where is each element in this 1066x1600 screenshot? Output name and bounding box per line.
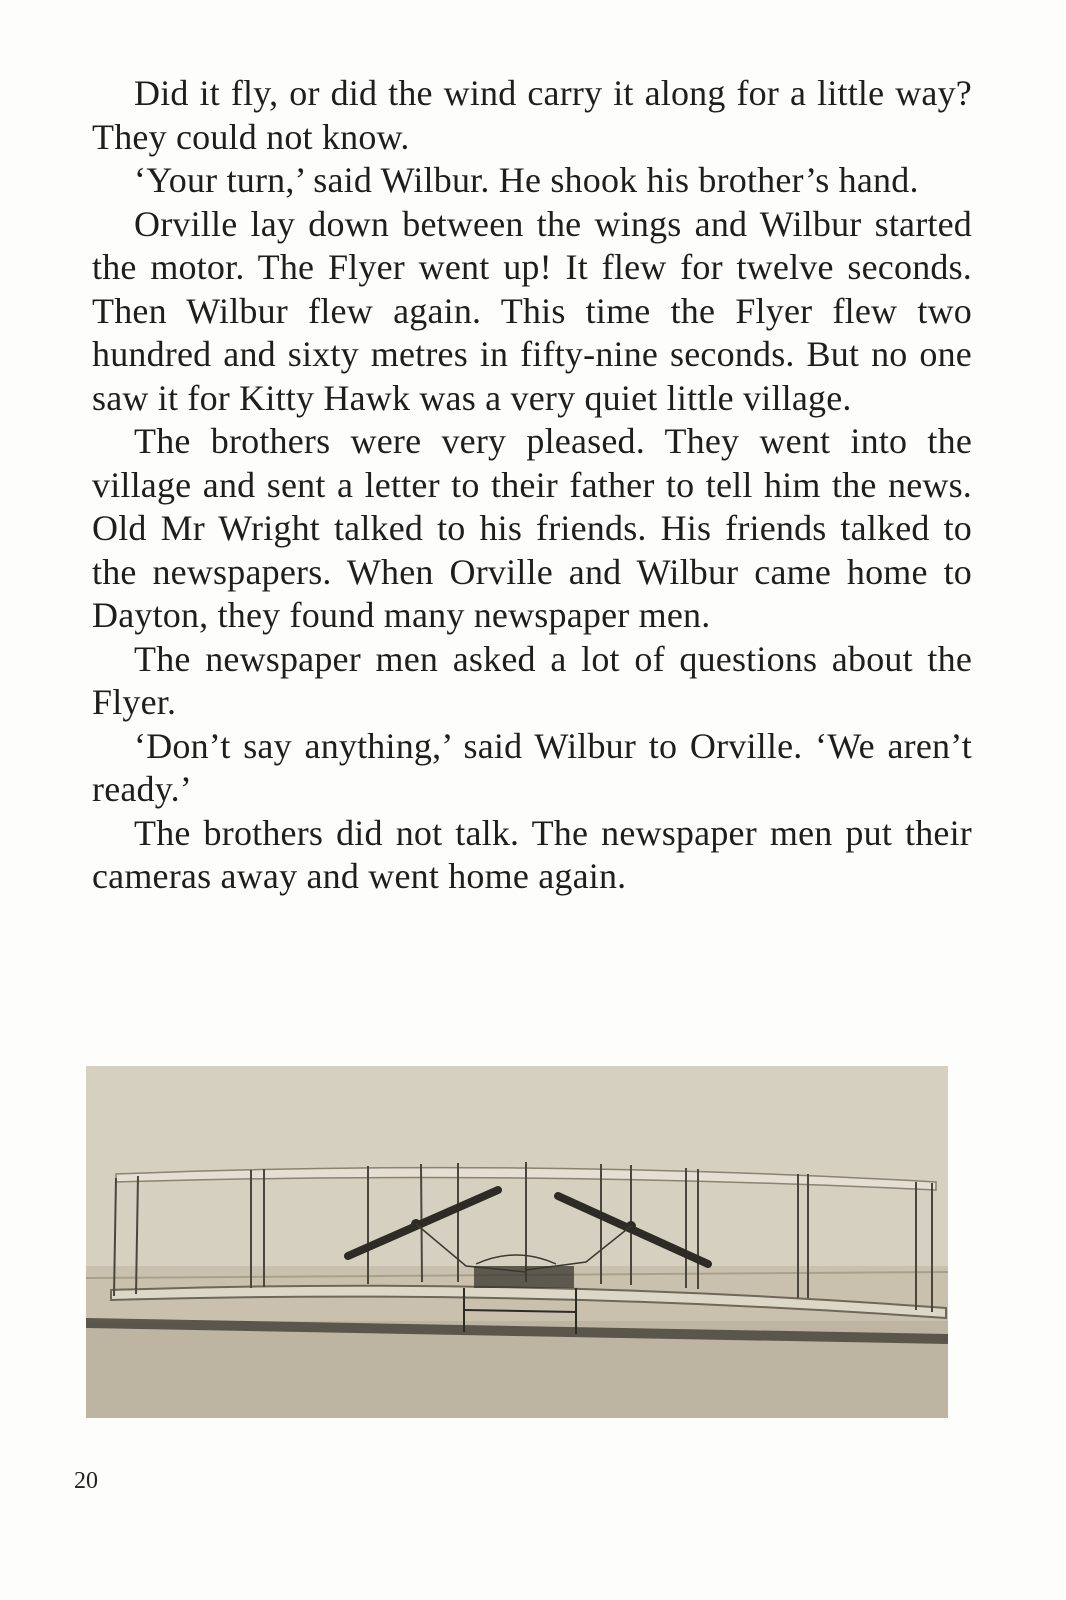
paragraph-5: The newspaper men asked a lot of questions about the Flyer. <box>92 638 972 722</box>
body-text <box>92 72 972 899</box>
paragraph-4: The brothers were very pleased. They went into the village and sent a letter to their father to tell him the news. Old Mr Wright talked to his friends. His friends talked to the newspapers. When Orville and Wilbur came home to Dayton, they found many newspaper men. <box>92 421 972 635</box>
wright-flyer-photo <box>86 1066 948 1418</box>
paragraph-3: Orville lay down between the wings and Wilbur started the motor. The Flyer went up! It flew for twelve seconds. Then Wilbur flew again. This time the Flyer flew two hundred and sixty metres in fifty-nine seconds. But no one saw it for Kitty Hawk was a very quiet little village. <box>92 203 972 418</box>
page-number: 20 <box>74 1468 98 1494</box>
paragraph-7: The brothers did not talk. The newspaper men put their cameras away and went home again. <box>92 812 972 896</box>
paragraph-1: Did it fly, or did the wind carry it along for a little way? They could not know. <box>92 73 972 157</box>
paragraph-6: ‘Don’t say anything,’ said Wilbur to Orville. ‘We aren’t ready.’ <box>92 725 972 809</box>
flyer-illustration <box>86 1066 948 1418</box>
paragraph-2: ‘Your turn,’ said Wilbur. He shook his brother’s hand. <box>134 160 919 200</box>
